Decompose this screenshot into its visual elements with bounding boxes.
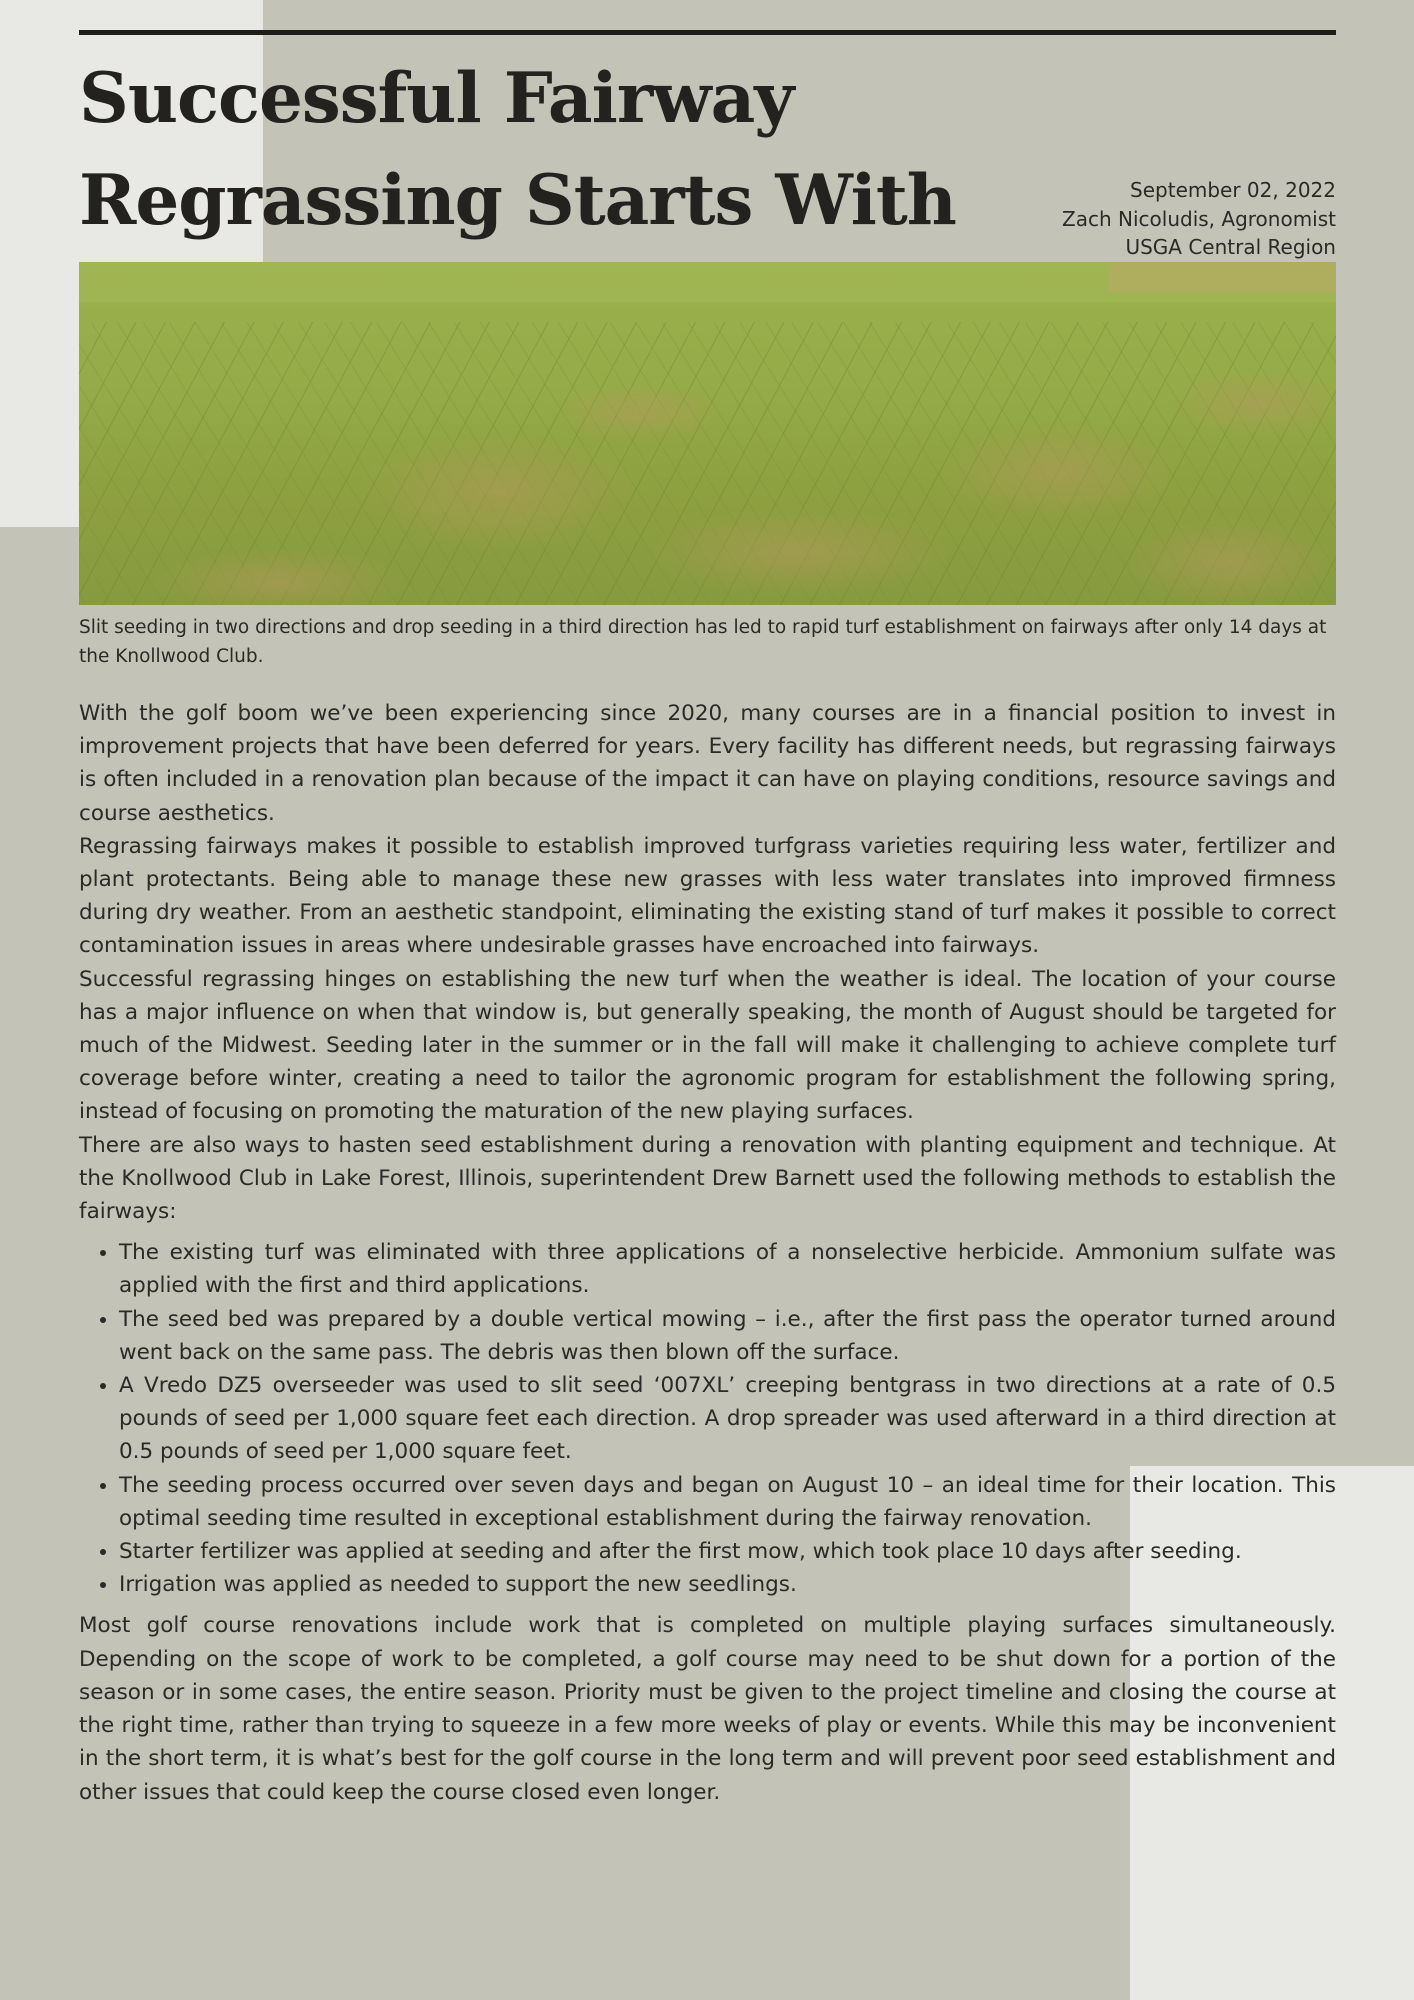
list-item: • Starter fertilizer was applied at seeding and after the first mow, which took place 10 days after seeding. — [119, 1535, 1336, 1568]
list-item: • The existing turf was eliminated with three applications of a nonselective herbicide. Ammonium sulfate was applied with the first and third applications. — [119, 1236, 1336, 1302]
body-paragraph: Regrassing fairways makes it possible to establish improved turfgrass varieties requiring less water, fertilizer and plant protectants. Being able to manage these new grasses with less water translates into improved firmness during dry weather. From an aesthetic standpoint, eliminating the existing stand of turf makes it possible to correct contamination issues in areas where undesirable grasses have encroached into fairways. — [79, 833, 1336, 959]
author-byline: Zach Nicoludis, Agronomist — [1062, 206, 1336, 231]
list-item: • The seeding process occurred over seven days and began on August 10 – an ideal time for their location. This optimal seeding time resulted in exceptional establishment during the fairway renovation. — [119, 1469, 1336, 1535]
author-region: USGA Central Region — [1125, 235, 1336, 259]
methods-list — [79, 1236, 1336, 1601]
fairway-photo — [79, 262, 1336, 605]
photo-caption: Slit seeding in two directions and drop seeding in a third direction has led to rapid turf establishment on fairways after only 14 days at the Knollwood Club. — [79, 617, 1327, 667]
article-meta — [1062, 176, 1336, 262]
list-item: • Irrigation was applied as needed to support the new seedlings. — [119, 1568, 1336, 1601]
closing-paragraph: Most golf course renovations include work that is completed on multiple playing surfaces simultaneously. Depending on the scope of work to be completed, a golf course may need to be shut down for a portion of the season or in some cases, the entire season. Priority must be given to the project timeline and closing the course at the right time, rather than trying to squeeze in a few more weeks of play or events. While this may be inconvenient in the short term, it is what’s best for the golf course in the long term and will prevent poor seed establishment and other issues that could keep the course closed even longer. — [79, 1613, 1336, 1805]
article-body — [79, 697, 1336, 1809]
article-title: Successful Fairway Regrassing Starts With — [79, 58, 956, 241]
body-paragraph: Successful regrassing hinges on establishing the new turf when the weather is ideal. The location of your course has a major influence on when that window is, but generally speaking, the month of August should be targeted for much of the Midwest. Seeding later in the summer or in the fall will make it challenging to achieve complete turf coverage before winter, creating a need to tailor the agronomic program for establishment the following spring, instead of focusing on promoting the maturation of the new playing surfaces. — [79, 966, 1336, 1125]
top-divider — [79, 30, 1336, 35]
list-item: • A Vredo DZ5 overseeder was used to slit seed ‘007XL’ creeping bentgrass in two directions at a rate of 0.5 pounds of seed per 1,000 square feet each direction. A drop spreader was used afterward in a third direction at 0.5 pounds of seed per 1,000 square feet. — [119, 1369, 1336, 1469]
list-item: • The seed bed was prepared by a double vertical mowing – i.e., after the first pass the operator turned around went back on the same pass. The debris was then blown off the surface. — [119, 1303, 1336, 1369]
body-paragraph: With the golf boom we’ve been experiencing since 2020, many courses are in a financial position to invest in improvement projects that have been deferred for years. Every facility has different needs, but regrassing fairways is often included in a renovation plan because of the impact it can have on playing conditions, resource savings and course aesthetics. — [79, 701, 1336, 826]
publish-date: September 02, 2022 — [1130, 178, 1336, 202]
body-paragraph: There are also ways to hasten seed establishment during a renovation with planting equipment and technique. At the Knollwood Club in Lake Forest, Illinois, superintendent Drew Barnett used the following methods to establish the fairways: — [79, 1132, 1336, 1225]
